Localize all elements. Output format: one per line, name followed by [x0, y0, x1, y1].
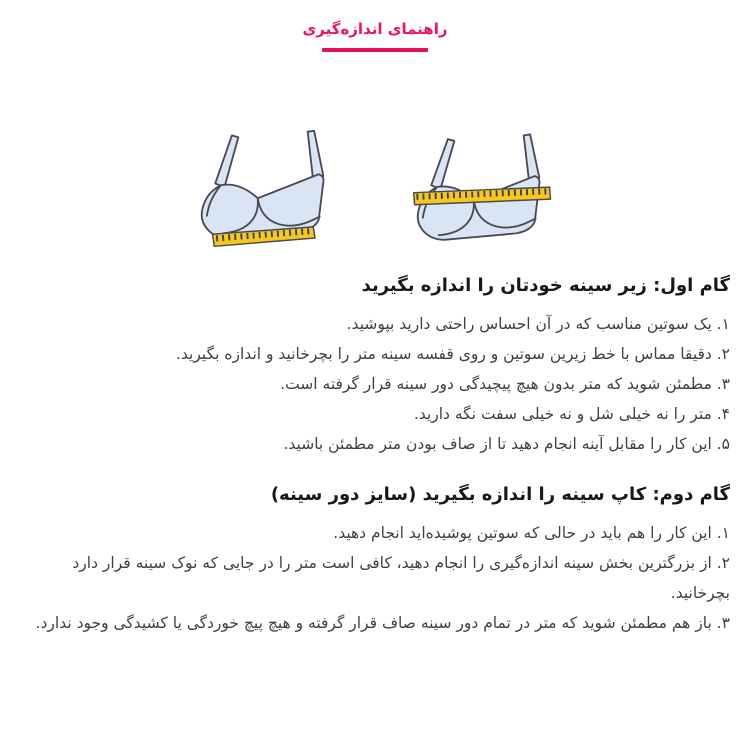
bra-bust-measure-icon	[408, 128, 558, 250]
step-1-item-4: ۴. متر را نه خیلی شل و نه خیلی سفت نگه دارید.	[413, 405, 730, 423]
section-step-2	[20, 484, 730, 638]
step-1-item-1: ۱. یک سوتین مناسب که در آن احساس راحتی دارید بپوشید.	[346, 315, 730, 333]
bra-underbust-measure-icon	[192, 128, 342, 250]
step-2-item-2: ۲. از بزرگترین بخش سینه اندازه‌گیری را انجام دهید، کافی است متر را در جایی که نوک سینه قرار دارد بچرخانید.	[72, 554, 730, 602]
guide-header	[0, 0, 750, 52]
step-1-item-2: ۲. دقیقا مماس با خط زیرین سوتین و روی قفسه سینه متر را بچرخانید و اندازه بگیرید.	[175, 345, 730, 363]
guide-content	[0, 275, 750, 638]
illustrations-row	[0, 126, 750, 250]
title-underline	[322, 48, 428, 52]
step-2-item-3: ۳. باز هم مطمئن شوید که متر در تمام دور سینه صاف قرار گرفته و هیچ پیچ خوردگی یا کشیدگی وجود ندارد.	[35, 614, 730, 632]
step-2-item-1: ۱. این کار را هم باید در حالی که سوتین پوشیده‌اید انجام دهید.	[333, 524, 730, 542]
page-title: راهنمای اندازه‌گیری	[302, 20, 448, 38]
step-1-item-5: ۵. این کار را مقابل آینه انجام دهید تا از صاف بودن متر مطمئن باشید.	[283, 435, 730, 453]
section-step-1	[20, 275, 730, 459]
step-2-heading: گام دوم: کاپ سینه را اندازه بگیرید (سایز دور سینه)	[270, 484, 730, 505]
step-1-heading: گام اول: زیر سینه خودتان را اندازه بگیرید	[361, 275, 730, 296]
step-1-item-3: ۳. مطمئن شوید که متر بدون هیچ پیچیدگی دور سینه قرار گرفته است.	[280, 375, 730, 393]
